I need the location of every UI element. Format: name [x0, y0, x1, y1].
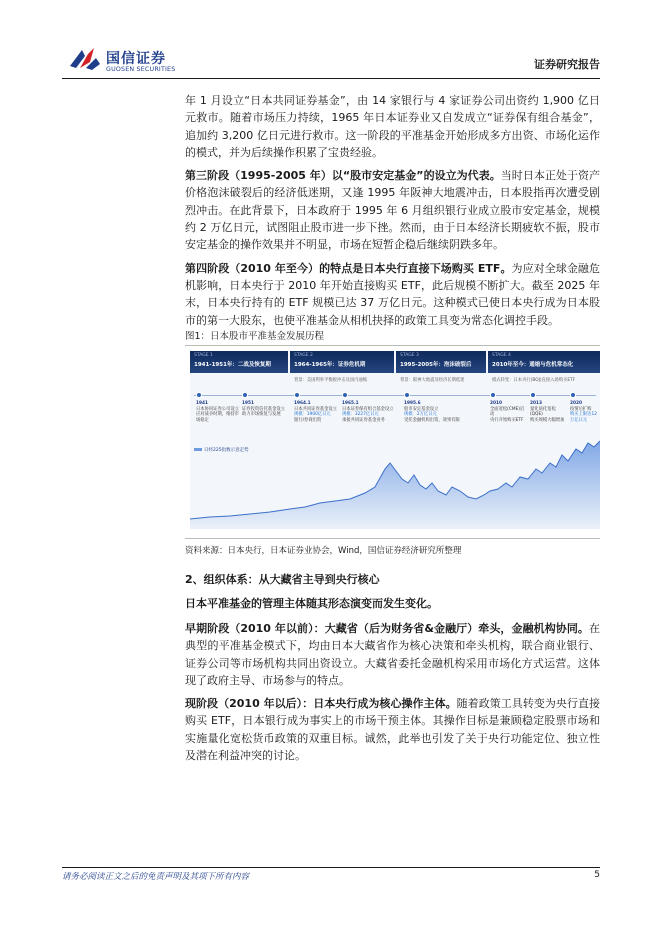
- footer-divider: [62, 867, 600, 868]
- stage-4-background: 模式转变：日本央行(BOJ)直接入场购买ETF: [492, 378, 576, 383]
- event-1941: 1941 日本协同证券公司设立 应对战争时期，维持市场稳定: [196, 401, 239, 423]
- event-2013: 2013 量化质化宽松(QQE) 购买规模大幅增加: [530, 401, 565, 423]
- stage4-paragraph: [185, 260, 600, 329]
- report-type-label: 证券研究报告: [534, 58, 600, 71]
- figure-top-rule: [185, 345, 600, 346]
- header-divider: [62, 78, 600, 79]
- index-trend-area: [190, 351, 600, 529]
- figure-infographic: [190, 351, 600, 529]
- event-1965: 1965.1 日本证券保有组合基金设立 规模：3227亿日元 承接共同证券基金业务: [342, 401, 394, 423]
- current-stage-body: 随着政策工具转变为央行直接购买 ETF，日本银行成为事实上的市场干预主体。其操作目标是兼顾稳定股票市场和实施量化宽松货币政策的双重目标。诚然，此举也引发了关于央行功能定位、独立性及潜在利益冲突的讨论。: [185, 697, 600, 763]
- event-1951: 1951 证券投资信托基金设立 助力市场恢复与发展: [242, 401, 285, 418]
- stage-3-background: 背景：阪神大地震及经济长期低迷: [400, 378, 465, 383]
- intro-paragraph: 年 1 月设立“日本共同证券基金”，由 14 家银行与 4 家证券公司出资约 1,900 亿日元救市。随着市场压力持续，1965 年日本证券业又自发成立“证券保有组合基金”，追加约 3,200 亿日元进行救市。这一阶段的平准基金开始形成多方出资、市场化运作的模式，并为后续操作积累了宝贵经验。: [185, 94, 600, 159]
- event-1995: 1995.6 股市安定基金设立 规模：2万亿日元 受托金融机构出资，效果有限: [404, 401, 460, 423]
- figure-bottom-rule: [185, 538, 600, 539]
- footer-disclaimer: 请务必阅读正文之后的免责声明及其项下所有内容: [62, 872, 250, 882]
- stage4-body: 为应对全球金融危机影响，日本央行于 2010 年开始直接购买 ETF，此后规模不断扩大。截至 2025 年末，日本央行持有的 ETF 规模已达 37 万亿日元。这种模式已使日本央行成为日本股市的第一大股东，也使平准基金从相机抉择的政策工具变为常态化调控手段。: [185, 261, 600, 327]
- section-heading: 2、组织体系：从大藏省主导到央行核心: [185, 573, 380, 586]
- stage-2-title: 1964-1965年：证券危机期: [294, 362, 366, 368]
- guosen-logo: [68, 44, 180, 78]
- guosen-logo-icon: [68, 44, 102, 74]
- main-content-upper: [185, 92, 600, 335]
- stage-2-label: STAGE 2: [294, 353, 313, 358]
- figure-title: 图1：日本股市平准基金发展历程: [185, 331, 325, 342]
- stage-1-label: STAGE 1: [194, 353, 213, 358]
- legend-label: 日经225指数示意走势: [204, 448, 249, 453]
- page-header: [0, 0, 662, 82]
- stage-4-title: 2010年至今：通缩与危机常态化: [492, 362, 574, 368]
- stage-4-label: STAGE 4: [492, 353, 511, 358]
- stage-2-background: 背景：美国利率平衡税冲击及国内通缩: [294, 378, 368, 383]
- page-number: 5: [594, 870, 600, 880]
- stage3-body: 当时日本正处于资产价格泡沫破裂后的经济低迷期，又逢 1995 年阪神大地震冲击，日本股指再次遭受剧烈冲击。在此背景下，日本政府于 1995 年 6 月组织银行业成立股市安定基金，规模约 2 万亿日元，试图阻止股市进一步下挫。然而，由于日本经济长期疲软不振，股市安定基金的操作效果并不明显，市场在短暂企稳后继续阴跌多年。: [185, 169, 600, 252]
- early-stage-paragraph: [185, 620, 600, 689]
- stage3-paragraph: [185, 167, 600, 253]
- stage-3-title: 1995-2005年：泡沫破裂后: [400, 362, 472, 368]
- stage-1-title: 1941-1951年：二战及恢复期: [194, 362, 271, 368]
- section-subheading: 日本平准基金的管理主体随其形态演变而发生变化。: [185, 597, 438, 610]
- logo-chinese-name: 国信证券: [106, 51, 166, 67]
- stage3-lead: 第三阶段（1995-2005 年）以“股市安定基金”的设立为代表。: [185, 169, 501, 183]
- main-content-lower: [185, 572, 600, 770]
- stage-3-label: STAGE 3: [400, 353, 419, 358]
- logo-english-name: GUOSEN SECURITIES: [106, 66, 176, 73]
- event-2010: 2010 全面宽松(CME)启动 央行开始购买ETF: [490, 401, 525, 423]
- early-stage-lead: 早期阶段（2010 年以前）：大藏省（后为财务省&金融厅）牵头，金融机构协同。: [185, 622, 589, 635]
- event-2020: 2020 疫情后扩购 购买上限达12万亿日元: [570, 401, 597, 423]
- current-stage-paragraph: [185, 695, 600, 764]
- event-1964: 1964.1 日本共同证券基金设立 规模：1900亿日元 银行/券商出资: [294, 401, 337, 423]
- figure-source: 资料来源：日本央行，日本证券业协会，Wind，国信证券经济研究所整理: [185, 546, 462, 556]
- stage4-lead: 第四阶段（2010 年至今）的特点是日本央行直接下场购买 ETF。: [185, 261, 512, 275]
- early-stage-body: 在典型的平准基金模式下，均由日本大藏省作为核心决策和牵头机构，联合商业银行、证券公司等市场机构共同出资设立。大藏省委托金融机构采用市场化方式运营。这体现了政府主导、市场参与的特点。: [185, 622, 600, 687]
- current-stage-lead: 现阶段（2010 年以后）：日本央行成为核心操作主体。: [185, 697, 457, 711]
- index-trend-fill: [190, 441, 600, 529]
